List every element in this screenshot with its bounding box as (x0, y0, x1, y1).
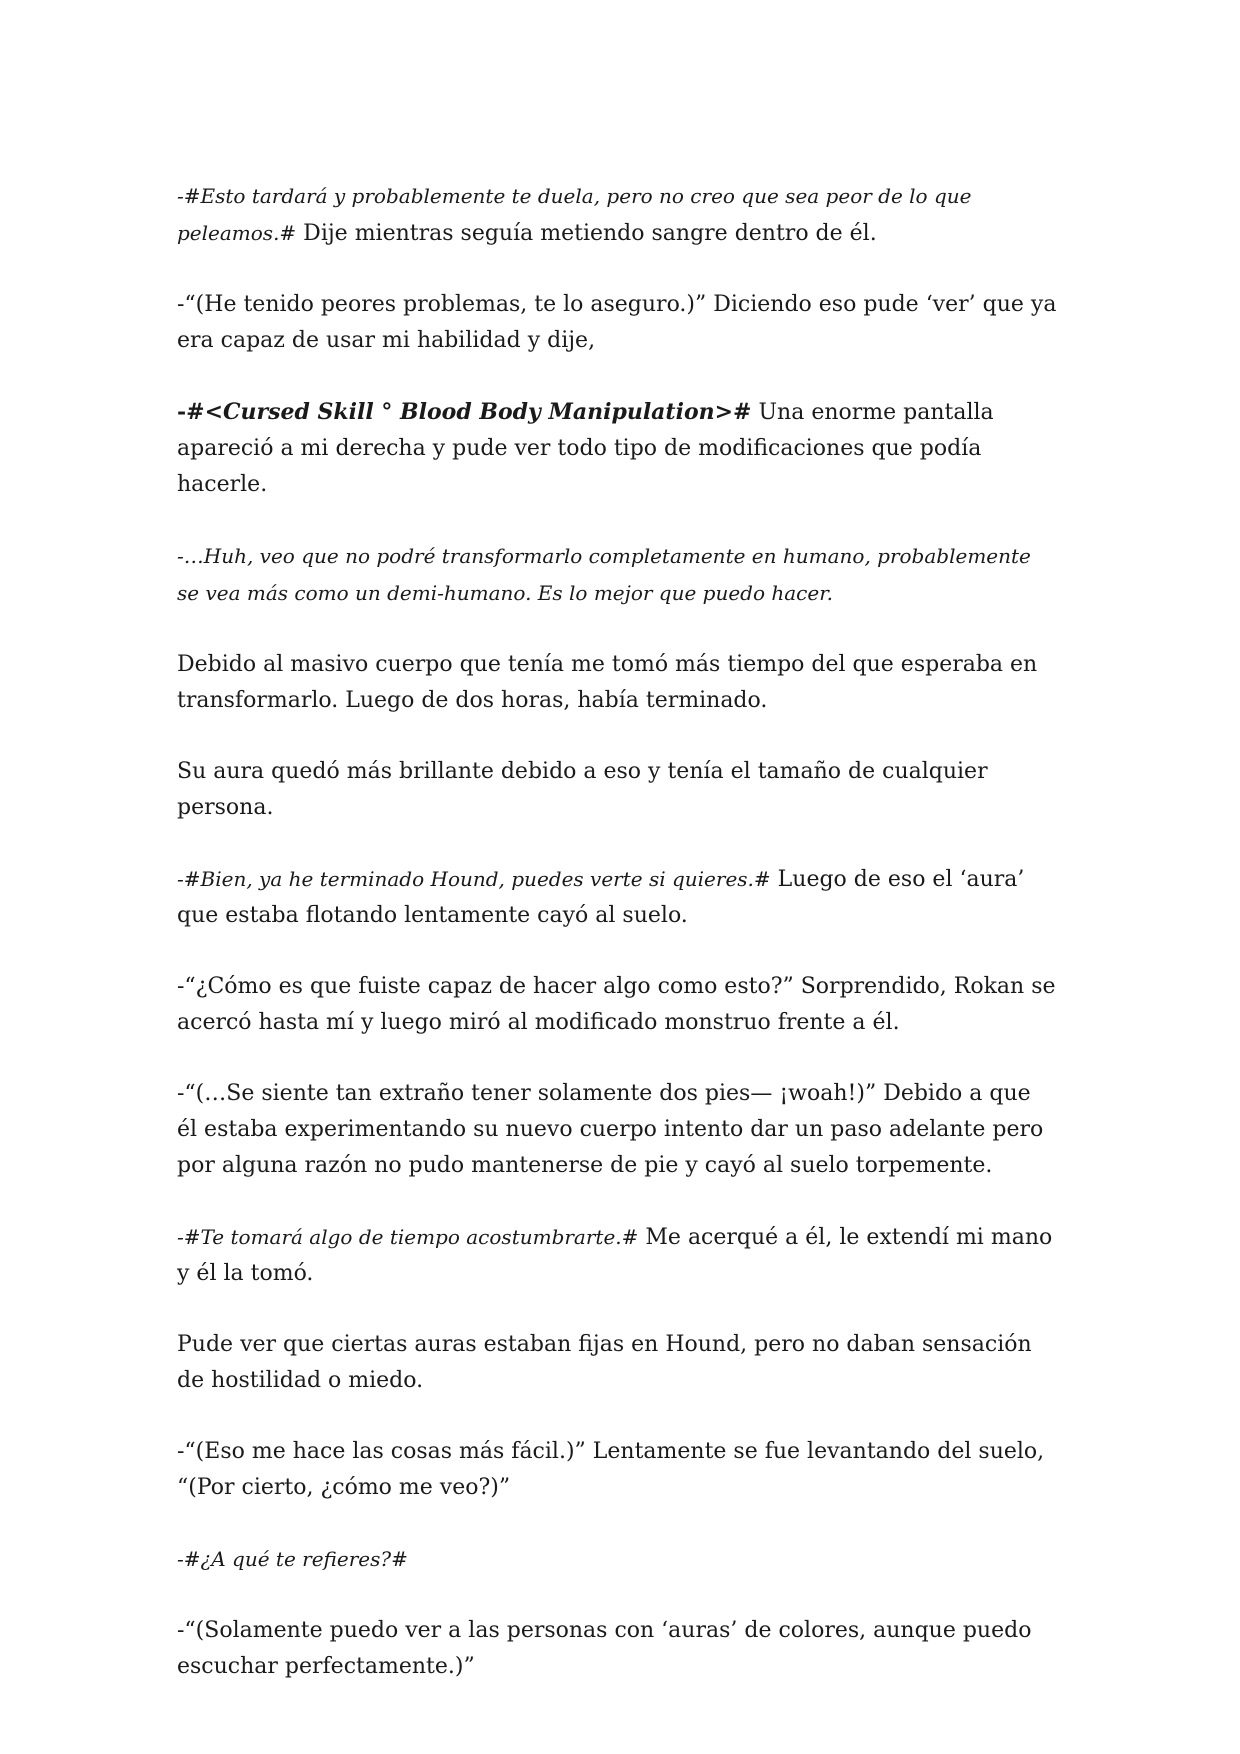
narration-text: Debido al masivo cuerpo que tenía me tomó más tiempo del que esperaba en transformarlo. Luego de dos horas, había terminado. (177, 652, 1038, 713)
dialogue-text: -“(…Se siente tan extraño tener solamente dos pies— ¡woah!)” Debido a que él estaba experimentando su nuevo cuerpo intento dar un paso adelante pero por alguna razón no pudo mantenerse de pie y cayó al suelo torpemente. (177, 1081, 1044, 1178)
narration-text: Dije mientras seguía metiendo sangre dentro de él. (296, 221, 877, 246)
paragraph-8 (177, 969, 1057, 1041)
thought-text: -#¿A qué te refieres?# (177, 1547, 408, 1571)
body-text (177, 178, 1057, 1720)
thought-text: -#Esto tardará y probablemente te duela, pero no creo que sea peor de lo que peleamos.# (177, 184, 972, 245)
narration-text: Una enorme pantalla apareció a mi derecha y pude ver todo tipo de modificaciones que podía hacerle. (177, 400, 994, 497)
paragraph-10 (177, 1219, 1057, 1292)
skill-name: Cursed Skill ° Blood Body Manipulation (223, 399, 715, 425)
thought-text: -#Bien, ya he terminado Hound, puedes verte si quieres.# (177, 867, 771, 891)
dialogue-text: -“(He tenido peores problemas, te lo aseguro.)” Diciendo eso pude ‘ver’ que ya era capaz de usar mi habilidad y dije, (177, 292, 1057, 353)
paragraph-1 (177, 178, 1057, 252)
narration-text: Su aura quedó más brillante debido a eso y tenía el tamaño de cualquier persona. (177, 759, 988, 820)
skill-suffix: ># (714, 399, 752, 425)
skill-prefix: -#< (177, 399, 223, 425)
paragraph-12 (177, 1434, 1057, 1506)
paragraph-6 (177, 754, 1057, 826)
paragraph-14 (177, 1613, 1057, 1685)
paragraph-11 (177, 1327, 1057, 1399)
paragraph-13 (177, 1541, 1057, 1578)
dialogue-text: -“¿Cómo es que fuiste capaz de hacer algo como esto?” Sorprendido, Rokan se acercó hasta mí y luego miró al modificado monstruo frente a él. (177, 974, 1056, 1035)
dialogue-text: -“(Solamente puedo ver a las personas con ‘auras’ de colores, aunque puedo escuchar perfectamente.)” (177, 1618, 1032, 1679)
narration-text: Pude ver que ciertas auras estaban fijas en Hound, pero no daban sensación de hostilidad o miedo. (177, 1332, 1032, 1393)
narration-text: Me acerqué a él, le extendí mi mano y él la tomó. (177, 1225, 1053, 1286)
dialogue-text: -“(Eso me hace las cosas más fácil.)” Lentamente se fue levantando del suelo, “(Por cierto, ¿cómo me veo?)” (177, 1439, 1045, 1500)
thought-text: -#Te tomará algo de tiempo acostumbrarte.# (177, 1225, 639, 1249)
paragraph-2 (177, 287, 1057, 359)
thought-text: -…Huh, veo que no podré transformarlo completamente en humano, probablemente se vea más como un demi-humano. Es lo mejor que puedo hacer. (177, 544, 1031, 605)
paragraph-4 (177, 538, 1057, 612)
narration-text: Luego de eso el ‘aura’ que estaba flotando lentamente cayó al suelo. (177, 867, 1025, 928)
paragraph-5 (177, 647, 1057, 719)
paragraph-9 (177, 1076, 1057, 1184)
paragraph-7 (177, 861, 1057, 934)
paragraph-3 (177, 394, 1057, 503)
